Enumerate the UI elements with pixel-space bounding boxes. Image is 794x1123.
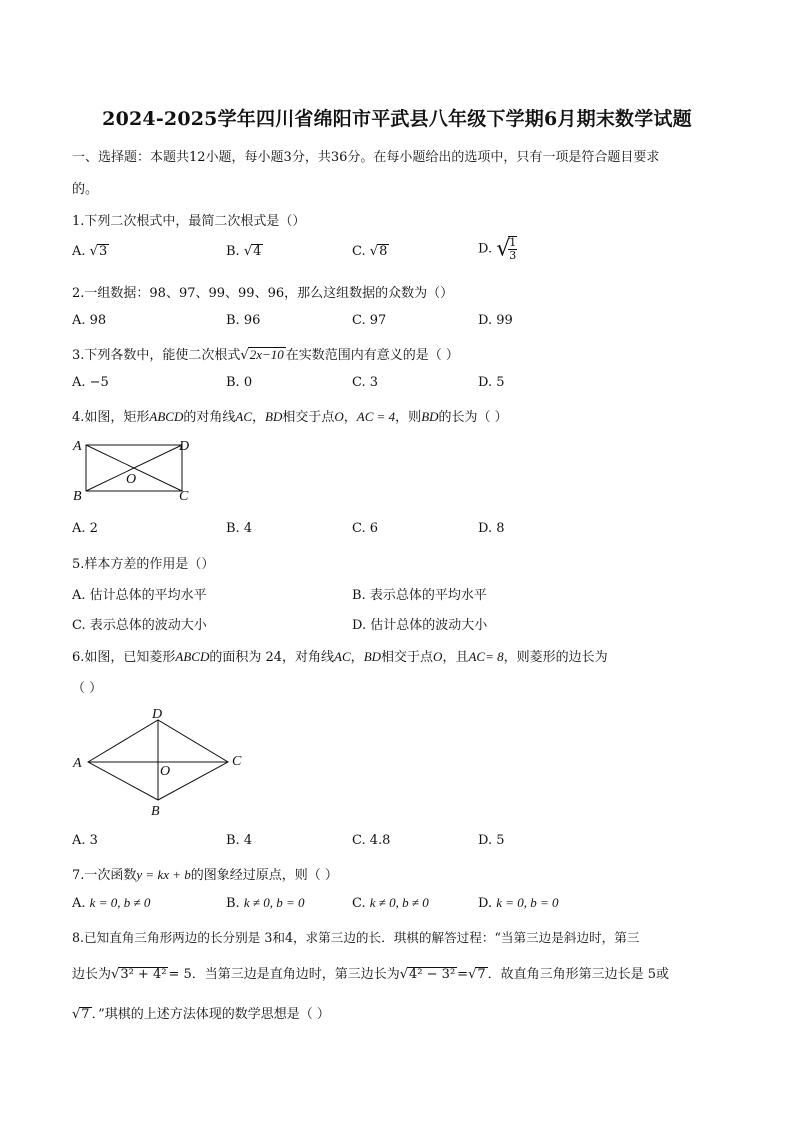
center-label-o: O [160,764,171,779]
stem-text: = [457,967,469,982]
fraction-denominator: 3 [509,249,517,262]
math-o: O [433,649,443,664]
math-bd: BD [265,409,283,424]
vertex-label-a: A [73,756,82,771]
section-instructions-line2: 的。 [72,182,99,197]
question-2-option-b: B. 96 [226,313,261,328]
option-label: A. [72,244,86,259]
question-2-stem: 2.一组数据：98、97、99、99、96，那么这组数据的众数为（） [72,286,454,301]
question-6-option-d: D. 5 [478,833,505,848]
stem-text: 6.如图，已知菱形 [72,650,176,665]
question-6-stem [72,646,608,665]
stem-text: ．故直角三角形第三边长是 5或 [487,967,670,982]
question-4-option-c: C. 6 [352,521,379,536]
question-7-option-b [226,895,305,911]
question-3-option-c: C. 3 [352,375,379,390]
question-7-option-a [72,895,150,911]
question-6-option-c: C. 4.8 [352,833,391,848]
option-label: C. [352,244,366,259]
math-abcd: ABCD [175,649,210,664]
vertex-label-a: A [73,439,82,454]
stem-text: 在实数范围内有意义的是（ ） [285,348,459,363]
page-title: 2024-2025学年四川省绵阳市平武县八年级下学期6月期末数学试题 [102,108,692,130]
vertex-label-b: B [73,489,82,504]
stem-text: 7.一次函数 [72,868,137,883]
question-1-option-c: C. √8 [352,244,388,259]
option-label: A. [72,896,86,911]
stem-text: 的面积为 24，对角线 [209,650,335,665]
stem-text: 的图象经过原点，则（ ） [190,868,338,883]
rhombus-diagram [70,704,250,822]
question-5-option-b: B. 表示总体的平均水平 [352,588,487,603]
question-2-option-a: A. 98 [72,313,107,328]
section-instructions-line1: 一、选择题：本题共12小题，每小题3分，共36分。在每小题给出的选项中，只有一项是符合题目要求 [72,150,660,165]
question-3-option-d: D. 5 [478,375,505,390]
math-ac: AC [235,409,252,424]
question-1-option-b: B. √4 [226,244,262,259]
question-4-option-d: D. 8 [478,521,505,536]
math-eq: AC= 8 [468,649,504,664]
math-bd: BD [363,649,382,664]
stem-text: 相交于点 [282,410,335,425]
option-label: D. [478,896,493,911]
stem-text: ， [252,410,266,425]
stem-text: ，则 [395,410,422,425]
question-1-stem: 1.下列二次根式中，最简二次根式是（） [72,214,306,229]
radicand: 3² + 4² [120,967,167,982]
center-label-o: O [126,472,137,487]
radicand: 4² − 3² [409,967,456,982]
question-4-option-b: B. 4 [226,521,253,536]
stem-text: 4.如图，矩形 [72,410,150,425]
question-4-stem [72,406,508,425]
math-eq: AC = 4 [356,409,396,424]
option-math: k = 0, b = 0 [496,895,559,910]
math-abcd: ABCD [149,409,184,424]
radicand: 7 [477,967,486,982]
vertex-label-d: D [152,707,163,722]
radicand: 8 [379,244,388,259]
question-1-option-a: A. √3 [72,244,108,259]
stem-text: ，且 [442,650,469,665]
stem-text: = 5．当第三边是直角边时，第三边长为 [168,967,400,982]
question-3-option-a: A. −5 [72,375,109,390]
vertex-label-b: B [151,804,160,819]
stem-text: 边长为 [72,967,112,982]
stem-text: 相交于点 [381,650,434,665]
option-label: B. [226,244,240,259]
stem-text: ， [350,650,364,665]
fraction-numerator: 1 [509,236,517,249]
question-2-option-c: C. 97 [352,313,387,328]
question-3-option-b: B. 0 [226,375,253,390]
question-6-blank: （ ） [72,681,103,696]
option-label: D. [478,241,493,257]
question-7-option-c [352,895,429,911]
question-5-stem: 5.样本方差的作用是（） [72,557,215,572]
radicand: 4 [253,244,262,259]
vertex-label-c: C [179,489,189,504]
vertex-label-c: C [232,754,242,769]
radicand: 2x−10 [249,347,284,362]
question-5-option-c: C. 表示总体的波动大小 [72,618,207,633]
option-math: k = 0, b ≠ 0 [89,895,151,910]
question-3-stem: 3.下列各数中，能使二次根式√2x−10 在实数范围内有意义的是（ ） [72,347,459,363]
question-8-line3: √7 ．”琪棋的上述方法体现的数学思想是（ ） [72,1007,330,1022]
math-o: O [334,409,344,424]
vertex-label-d: D [179,439,190,454]
math-bd: BD [421,409,439,424]
stem-text: ，则菱形的边长为 [503,650,608,665]
math-ac: AC [334,649,351,664]
question-7-option-d [478,895,559,911]
stem-text: ， [343,410,357,425]
question-5-option-d: D. 估计总体的波动大小 [352,618,488,633]
option-math: k ≠ 0, b = 0 [243,895,305,910]
stem-text: 3.下列各数中，能使二次根式 [72,348,241,363]
option-math: k ≠ 0, b ≠ 0 [369,895,429,910]
stem-text: 的对角线 [183,410,236,425]
math-function: y = kx + b [136,867,191,882]
option-label: C. [352,896,366,911]
stem-text: 的长为（ ） [438,410,508,425]
question-4-option-a: A. 2 [72,521,98,536]
question-8-line2: 边长为√3² + 4² = 5．当第三边是直角边时，第三边长为√4² − 3² =√7 ．故直角三角形第三边长是 5或 [72,967,670,982]
question-1-option-d: D. √ $\frac{1}{3}$ [478,236,517,262]
question-7-stem [72,864,338,883]
rectangle-diagram [70,436,200,506]
radicand: 3 [98,244,108,259]
option-label: B. [226,896,240,911]
question-5-option-a: A. 估计总体的平均水平 [72,588,207,603]
stem-text: ．”琪棋的上述方法体现的数学思想是（ ） [91,1007,330,1022]
question-6-option-a: A. 3 [72,833,98,848]
question-6-option-b: B. 4 [226,833,253,848]
question-2-option-d: D. 99 [478,313,513,328]
radicand: 7 [81,1007,90,1022]
question-8-line1: 8.已知直角三角形两边的长分别是 3和4，求第三边的长．琪棋的解答过程：“当第三边是斜边时，第三 [72,930,640,945]
